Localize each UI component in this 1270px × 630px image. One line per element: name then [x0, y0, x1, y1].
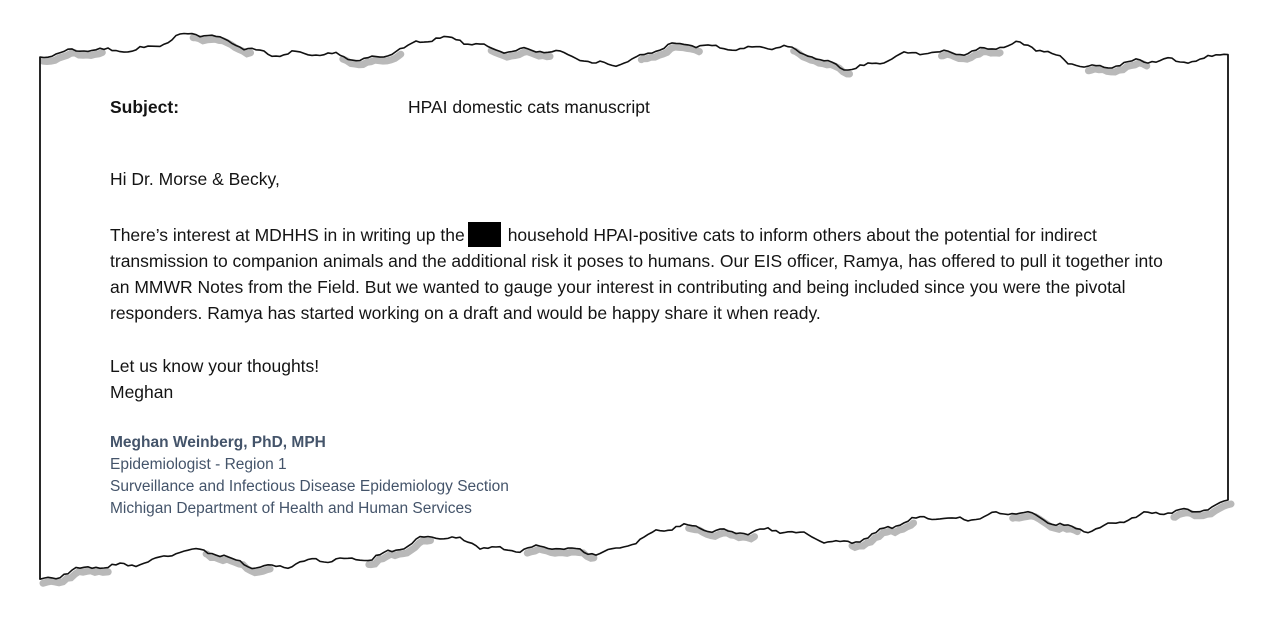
sender-first-name: Meghan — [110, 382, 174, 402]
closing-block — [110, 353, 1166, 405]
signature-section: Surveillance and Infectious Disease Epidemiology Section — [110, 478, 509, 495]
body-text-after-redaction: household HPAI-positive cats to inform others about the potential for indirect transmission to companion animals and the additional risk it poses to humans. Our EIS officer, Ramya, has offered to pull it together into an MMWR Notes from the Field. But we wanted to gauge your interest in contributing and being included since you were the pivotal responders. Ramya has started working on a draft and would be happy share it when ready. — [110, 225, 1163, 323]
email-content — [110, 94, 1166, 520]
subject-value: HPAI domestic cats manuscript — [408, 97, 650, 117]
subject-row — [110, 94, 1166, 120]
redaction-box — [468, 222, 501, 247]
email-body-paragraph — [110, 222, 1166, 326]
signature-block — [110, 432, 1166, 520]
signature-title: Epidemiologist - Region 1 — [110, 456, 287, 473]
signature-department: Michigan Department of Health and Human Services — [110, 500, 472, 517]
closing-line: Let us know your thoughts! — [110, 356, 320, 376]
signature-name: Meghan Weinberg, PhD, MPH — [110, 434, 326, 451]
subject-label: Subject: — [110, 97, 180, 117]
greeting-line: Hi Dr. Morse & Becky, — [110, 169, 280, 189]
body-text-before-redaction: There’s interest at MDHHS in in writing up the — [110, 225, 465, 245]
